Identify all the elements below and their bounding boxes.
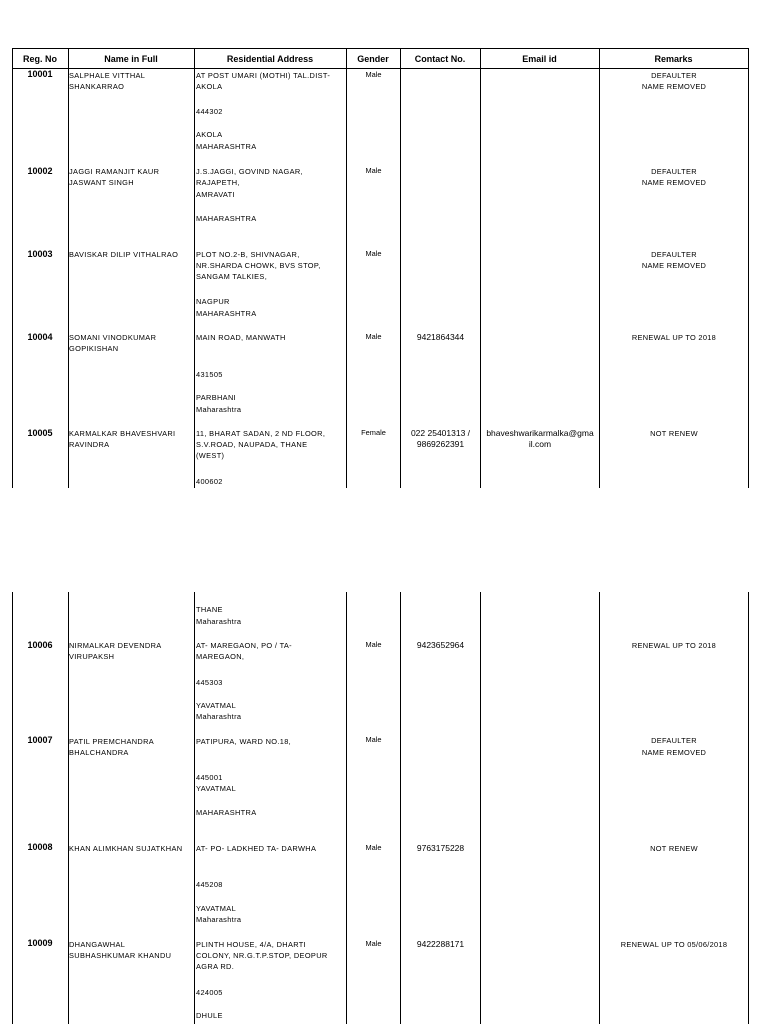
address-state: MAHARASHTRA [196,309,257,318]
address-line: AT POST UMARI (MOTHI) TAL.DIST- [196,71,331,80]
col-border [194,48,195,488]
col-border [194,592,195,1024]
header-bottom-border [12,68,749,69]
reg-no: 10005 [27,428,53,438]
address-pincode: 400602 [196,477,223,486]
address-state: Maharashtra [196,915,242,924]
contact-no: 9763175228 [416,843,465,853]
name-line: KHAN ALIMKHAN SUJATKHAN [69,844,183,853]
address-city: NAGPUR [196,297,230,306]
address-line: SANGAM TALKIES, [196,272,268,281]
gender: Male [365,332,382,341]
address-city: AMRAVATI [196,190,235,199]
address-city: YAVATMAL [196,784,237,793]
address-city: DHULE [196,1011,223,1020]
name-line: GOPIKISHAN [69,344,119,353]
address-state: Maharashtra [196,617,242,626]
name-line: SHANKARRAO [69,82,125,91]
name-line: SUBHASHKUMAR KHANDU [69,951,172,960]
address-pincode: 444302 [196,107,223,116]
email-id: bhaveshwarikarmalka@gma [486,428,594,438]
address-line: PLINTH HOUSE, 4/A, DHARTI [196,940,307,949]
col-border [480,48,481,488]
contact-no: 9422288171 [416,939,465,949]
address-state: MAHARASHTRA [196,142,257,151]
remarks-line: DEFAULTER [651,71,697,80]
reg-no: 10008 [27,842,53,852]
name-line: PATIL PREMCHANDRA [69,737,155,746]
remarks-line: NAME REMOVED [641,261,707,270]
reg-no: 10007 [27,735,53,745]
gender: Male [365,735,382,744]
address-line: AT- MAREGAON, PO / TA- [196,641,292,650]
address-state: MAHARASHTRA [196,808,257,817]
address-line: PLOT NO.2-B, SHIVNAGAR, [196,250,300,259]
address-line: NR.SHARDA CHOWK, BVS STOP, [196,261,321,270]
col-border [346,48,347,488]
address-pincode: 424005 [196,988,223,997]
remarks-line: NAME REMOVED [641,178,707,187]
remarks-line: NAME REMOVED [641,748,707,757]
name-line: RAVINDRA [69,440,110,449]
remarks-line: NOT RENEW [650,429,698,438]
address-state: MAHARASHTRA [196,214,257,223]
header-address: Residential Address [226,54,314,64]
reg-no: 10004 [27,332,53,342]
remarks-line: DEFAULTER [651,736,697,745]
address-pincode: 445303 [196,678,223,687]
address-line: J.S.JAGGI, GOVIND NAGAR, [196,167,303,176]
address-city: YAVATMAL [196,904,237,913]
col-border [748,592,749,1024]
col-border [480,592,481,1024]
header-contact: Contact No. [414,54,466,64]
name-line: JASWANT SINGH [69,178,134,187]
col-border [599,592,600,1024]
reg-no: 10006 [27,640,53,650]
contact-no: 9869262391 [416,439,465,449]
remarks-line: NOT RENEW [650,844,698,853]
reg-no: 10003 [27,249,53,259]
header-email: Email id [522,54,557,64]
address-state: Maharashtra [196,712,242,721]
address-city: YAVATMAL [196,701,237,710]
name-line: DHANGAWHAL [69,940,126,949]
reg-no: 10001 [27,69,53,79]
address-city: THANE [196,605,223,614]
gender: Female [361,428,386,437]
gender: Male [365,640,382,649]
remarks-line: DEFAULTER [651,250,697,259]
col-border [400,48,401,488]
address-line: AGRA RD. [196,962,235,971]
col-border [346,592,347,1024]
name-line: SALPHALE VITTHAL [69,71,146,80]
name-line: BHALCHANDRA [69,748,129,757]
reg-no: 10009 [27,938,53,948]
address-line: S.V.ROAD, NAUPADA, THANE [196,440,308,449]
col-border [68,48,69,488]
header-remarks: Remarks [654,54,693,64]
remarks-line: RENEWAL UP TO 2018 [631,333,717,342]
gender: Male [365,843,382,852]
remarks-line: RENEWAL UP TO 05/06/2018 [620,940,728,949]
address-line: RAJAPETH, [196,178,240,187]
header-gender: Gender [357,54,389,64]
address-line: MAREGAON, [196,652,245,661]
contact-no: 9421864344 [416,332,465,342]
name-line: NIRMALKAR DEVENDRA [69,641,162,650]
address-line: PATIPURA, WARD NO.18, [196,737,292,746]
header-reg-no: Reg. No [22,54,57,64]
address-state: Maharashtra [196,405,242,414]
address-line: AT- PO- LADKHED TA- DARWHA [196,844,317,853]
name-line: BAVISKAR DILIP VITHALRAO [69,250,179,259]
email-id: il.com [528,439,552,449]
gender: Male [365,249,382,258]
remarks-line: NAME REMOVED [641,82,707,91]
address-city: AKOLA [196,130,223,139]
gender: Male [365,70,382,79]
col-border [748,48,749,488]
name-line: JAGGI RAMANJIT KAUR [69,167,160,176]
address-line: 11, BHARAT SADAN, 2 ND FLOOR, [196,429,326,438]
address-line: (WEST) [196,451,225,460]
contact-no: 9423652964 [416,640,465,650]
header-name: Name in Full [104,54,158,64]
name-line: SOMANI VINODKUMAR [69,333,157,342]
remarks-line: DEFAULTER [651,167,697,176]
col-border [12,592,13,1024]
address-line: MAIN ROAD, MANWATH [196,333,286,342]
gender: Male [365,939,382,948]
col-border [12,48,13,488]
address-line: COLONY, NR.G.T.P.STOP, DEOPUR [196,951,328,960]
name-line: VIRUPAKSH [69,652,115,661]
reg-no: 10002 [27,166,53,176]
address-pincode: 445208 [196,880,223,889]
address-line: AKOLA [196,82,223,91]
contact-no: 022 25401313 / [410,428,471,438]
address-pincode: 431505 [196,370,223,379]
name-line: KARMALKAR BHAVESHVARI [69,429,176,438]
address-city: PARBHANI [196,393,237,402]
address-pincode: 445001 [196,773,223,782]
remarks-line: RENEWAL UP TO 2018 [631,641,717,650]
gender: Male [365,166,382,175]
col-border [400,592,401,1024]
table-top-border [12,48,749,49]
